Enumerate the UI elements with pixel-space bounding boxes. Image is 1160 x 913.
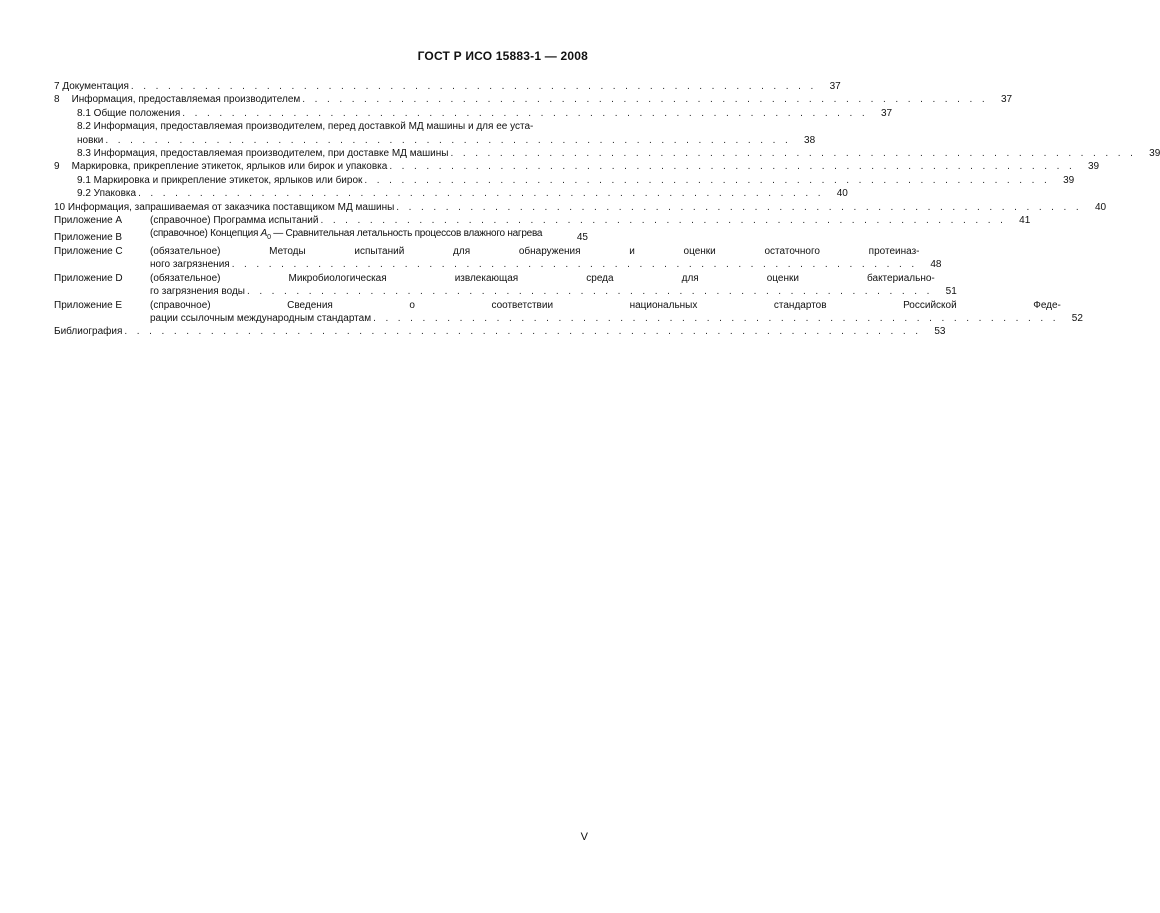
toc-page-number: 41 — [1019, 215, 1031, 227]
leader-dots: . . . . . . . . . . . . . . . . . . . . . . . . . . . . . . . . . . . . . . . . . . . . . . . . . . . . . . . . — [364, 174, 1051, 186]
table-of-contents — [54, 80, 1160, 339]
toc-entry-title-line1: (обязательное) Микробиологическая извлекающая среда для оценки бактериально- — [150, 272, 935, 284]
page-number: V — [580, 831, 588, 843]
toc-entry-title: 8.3 Информация, предоставляемая производителем, при доставке МД машины — [77, 148, 449, 160]
toc-entry-annex-b[interactable] — [54, 227, 588, 244]
toc-entry-7[interactable] — [54, 80, 841, 93]
toc-entry-9[interactable] — [54, 160, 1100, 173]
a0-symbol: A — [260, 228, 268, 240]
annex-label: Приложение D — [54, 272, 123, 284]
leader-dots: . . . . . . . . . . . . . . . . . . . . . . . . . . . . . . . . . . . . . . . . . . . . . . . . . . . . . . . . — [373, 312, 1059, 324]
toc-page-number: 37 — [1000, 94, 1013, 106]
toc-entry-number: 8 — [54, 94, 60, 106]
leader-dots: . . . . . . . . . . . . . . . . . . . . . . . . . . . . . . . . . . . . . . . . . . . . . . . . . . . . . . . . — [389, 161, 1076, 173]
toc-page-number: 39 — [1088, 161, 1100, 173]
toc-page-number: 38 — [804, 134, 816, 146]
toc-entry-8[interactable] — [54, 93, 1013, 106]
toc-entry-title-line2: рации ссылочным международным стандартам — [150, 312, 372, 324]
leader-dots: . . . . . . . . . . . . . . . . . . . . . . . . . . . . . . . . . . . . . . . . . . . . . . . . . . . . . . . . . . . . . . . . . — [124, 326, 922, 338]
toc-page-number: 39 — [1063, 174, 1075, 186]
toc-entry-title-line1: (обязательное) Методы испытаний для обнаружения и оценки остаточного протеиназ- — [150, 245, 920, 257]
toc-page-number: 48 — [930, 259, 942, 271]
leader-dots: . . . . . . . . . . . . . . . . . . . . . . . . . . . . . . . . . . . . . . . . . . . . . . . . . . . . . . . . — [246, 286, 933, 298]
toc-entry-number: 7 — [54, 81, 60, 92]
toc-page-number: 37 — [880, 107, 893, 119]
annex-label: Приложение В — [54, 232, 123, 244]
toc-entry-title-line2: го загрязнения воды — [150, 286, 245, 298]
toc-entry-annex-c[interactable] — [54, 245, 942, 272]
toc-entry-title: (справочное) Программа испытаний — [150, 215, 319, 227]
leader-dots: . . . . . . . . . . . . . . . . . . . . . . . . . . . . . . . . . . . . . . . . . . . . . . . . . . . . . . . . — [182, 107, 869, 119]
toc-entry-title: 10 Информация, запрашиваемая от заказчика поставщиком МД машины — [54, 201, 395, 213]
toc-page-number: 53 — [934, 326, 946, 338]
toc-entry-annex-e[interactable] — [54, 299, 1083, 326]
toc-entry-annex-d[interactable] — [54, 272, 957, 299]
toc-entry-title: (справочное) Концепция $A_0$ — Сравнительная летальность процессов влажного нагрева — [150, 228, 543, 242]
toc-page-number: 52 — [1071, 312, 1083, 324]
toc-entry-title: Информация, предоставляемая производителем — [71, 94, 301, 106]
toc-entry-title-line2: новки — [77, 134, 104, 146]
toc-entry-title-line2: ного загрязнения — [150, 259, 230, 271]
leader-dots: . . . . . . . . . . . . . . . . . . . . . . . . . . . . . . . . . . . . . . . . . . . . . . . . . . . . . . . . — [130, 81, 817, 92]
annex-label: Приложение С — [54, 245, 123, 257]
toc-entry-number: 9 — [54, 161, 60, 173]
document-header: ГОСТ Р ИСО 15883-1 — 2008 — [417, 49, 588, 63]
toc-entry-8-3[interactable] — [54, 147, 1160, 160]
leader-dots: . . . . . . . . . . . . . . . . . . . . . . . . . . . . . . . . . . . . . . . . . . . . . . . . . . . . . . . . — [320, 215, 1007, 227]
toc-entry-title: Маркировка, прикрепление этикеток, ярлыков или бирок и упаковка — [71, 161, 388, 173]
toc-entry-title-line1: 8.2 Информация, предоставляемая производителем, перед доставкой МД машины и для ее уста- — [77, 121, 534, 133]
leader-dots: . . . . . . . . . . . . . . . . . . . . . . . . . . . . . . . . . . . . . . . . . . . . . . . . . . . . . . . . — [450, 148, 1137, 160]
toc-page-number: 39 — [1149, 148, 1160, 160]
toc-entry-title: 9.1 Маркировка и прикрепление этикеток, ярлыков или бирок — [77, 174, 363, 186]
annex-label: Приложение Е — [54, 299, 123, 311]
toc-entry-9-2[interactable] — [54, 187, 848, 200]
leader-dots: . . . . . . . . . . . . . . . . . . . . . . . . . . . . . . . . . . . . . . . . . . . . . . . . . . . . . . . . — [231, 259, 918, 271]
toc-entry-bibliography[interactable] — [54, 325, 946, 338]
leader-dots: . . . . . . . . . . . . . . . . . . . . . . . . . . . . . . . . . . . . . . . . . . . . . . . . . . . . . . . . — [138, 188, 824, 200]
toc-entry-10[interactable] — [54, 201, 1107, 214]
leader-dots: . . . . . . . . . . . . . . . . . . . . . . . . . . . . . . . . . . . . . . . . . . . . . . . . . . . . . . . . — [302, 94, 989, 106]
toc-entry-title: 9.2 Упаковка — [77, 188, 137, 200]
leader-dots: . . . . . . . . . . . . . . . . . . . . . . . . . . . . . . . . . . . . . . . . . . . . . . . . . . . . . . . . — [396, 201, 1083, 213]
leader-dots: . . . . . . . . . . . . . . . . . . . . . . . . . . . . . . . . . . . . . . . . . . . . . . . . . . . . . . . . — [105, 134, 792, 146]
toc-page-number: 40 — [1094, 201, 1107, 213]
toc-page-number: 45 — [576, 232, 588, 244]
toc-page-number: 40 — [836, 188, 848, 200]
annex-label: Приложение А — [54, 215, 123, 227]
toc-entry-title-line1: (справочное) Сведения о соответствии национальных стандартов Российской Феде- — [150, 299, 1061, 311]
toc-page-number: 37 — [829, 81, 841, 92]
toc-entry-8-1[interactable] — [54, 107, 893, 120]
toc-entry-annex-a[interactable] — [54, 214, 1031, 227]
toc-entry-title: Библиография — [54, 326, 123, 338]
toc-page-number: 51 — [945, 286, 957, 298]
toc-entry-title: Документация — [62, 81, 129, 92]
toc-entry-9-1[interactable] — [54, 174, 1075, 187]
toc-entry-8-2[interactable] — [54, 120, 816, 147]
toc-entry-title: 8.1 Общие положения — [77, 107, 181, 119]
